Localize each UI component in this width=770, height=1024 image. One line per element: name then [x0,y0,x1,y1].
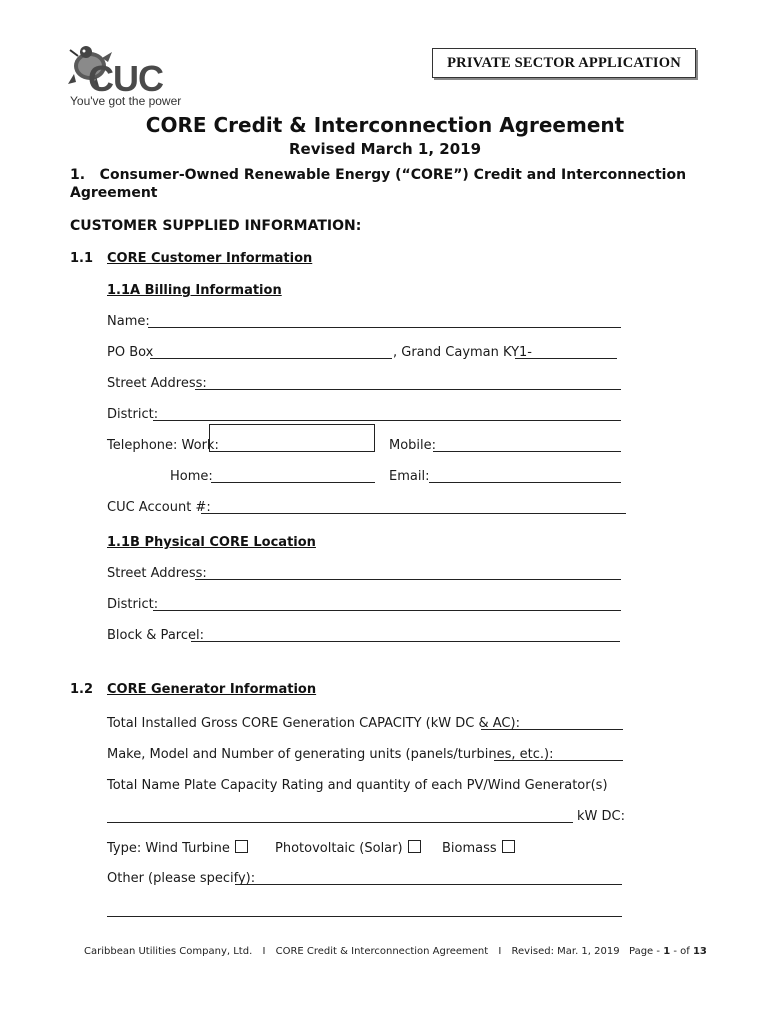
photovoltaic-checkbox[interactable] [408,840,421,853]
grand-cayman-label: , Grand Cayman KY1- [393,345,532,360]
email-field[interactable] [429,482,621,483]
account-field[interactable] [201,513,626,514]
photovoltaic-label: Photovoltaic (Solar) [275,841,403,856]
mobile-label: Mobile: [389,438,437,453]
wind-turbine-checkbox[interactable] [235,840,248,853]
account-label: CUC Account #: [107,500,211,515]
section-1-heading-line1: 1. Consumer-Owned Renewable Energy (“CORE”) Credit and Interconnection [70,167,687,183]
home-label: Home: [170,469,213,484]
page-number [629,946,707,957]
type-wind-turbine [107,840,248,856]
block-parcel-field[interactable] [191,641,620,642]
type-biomass [442,840,515,856]
telephone-work-input[interactable] [209,424,375,452]
customer-info-heading: CUSTOMER SUPPLIED INFORMATION: [70,218,362,234]
revised-date: Revised March 1, 2019 [288,140,482,158]
billing-street-field[interactable] [195,389,621,390]
billing-district-label: District: [107,407,159,422]
section-1-1-title: CORE Customer Information [107,251,313,266]
block-parcel-label: Block & Parcel: [107,628,204,643]
page-prefix: Page - [629,946,660,957]
page-current: 1 [663,946,671,957]
page-of: - of [673,946,690,957]
telephone-work-label: Telephone: Work: [107,438,219,453]
footer [84,946,620,957]
footer-agreement: CORE Credit & Interconnection Agreement [275,946,489,957]
application-type-label: PRIVATE SECTOR APPLICATION [447,54,681,71]
section-1-heading [70,166,686,202]
footer-separator-2: I [498,946,502,957]
po-box-field[interactable] [150,358,392,359]
other-field[interactable] [235,884,622,885]
type-wind-turbine-label: Type: Wind Turbine [107,841,230,856]
biomass-checkbox[interactable] [502,840,515,853]
capacity-label: Total Installed Gross CORE Generation CAPACITY (kW DC & AC): [107,716,520,731]
other-field-continued[interactable] [107,916,622,917]
billing-street-label: Street Address: [107,376,207,391]
email-label: Email: [389,469,430,484]
other-label: Other (please specify): [107,871,256,886]
biomass-label: Biomass [442,841,497,856]
mobile-field[interactable] [433,451,621,452]
name-label: Name: [107,314,150,329]
logo-wordmark: CUC [88,58,163,99]
section-1-2-title: CORE Generator Information [107,682,317,697]
type-photovoltaic [275,840,421,856]
page-total: 13 [692,946,707,957]
section-1-heading-line2: Agreement [70,185,158,201]
physical-street-field[interactable] [195,579,621,580]
po-box-label: PO Box [107,345,154,360]
footer-separator-1: I [262,946,266,957]
make-model-label: Make, Model and Number of generating units (panels/turbines, etc.): [107,747,554,762]
nameplate-label: Total Name Plate Capacity Rating and quantity of each PV/Wind Generator(s) [107,778,608,793]
nameplate-field[interactable] [107,822,573,823]
physical-district-label: District: [107,597,159,612]
section-1-2-number: 1.2 [70,682,94,697]
section-1-1-number: 1.1 [70,251,94,266]
name-field[interactable] [148,327,621,328]
application-type-box [432,48,696,78]
home-phone-field[interactable] [211,482,375,483]
physical-location-title: 1.1B Physical CORE Location [107,535,316,550]
postal-code-field[interactable] [515,358,617,359]
billing-info-title: 1.1A Billing Information [107,283,282,298]
physical-district-field[interactable] [153,610,621,611]
logo-tagline: You've got the power [70,94,182,108]
billing-district-field[interactable] [153,420,621,421]
physical-street-label: Street Address: [107,566,207,581]
document-title: CORE Credit & Interconnection Agreement [145,113,625,137]
make-model-field[interactable] [494,760,623,761]
capacity-field[interactable] [481,729,623,730]
kw-dc-label: kW DC: [577,809,625,824]
footer-company: Caribbean Utilities Company, Ltd. [84,946,253,957]
footer-revised: Revised: Mar. 1, 2019 [511,946,620,957]
company-logo [66,44,184,110]
